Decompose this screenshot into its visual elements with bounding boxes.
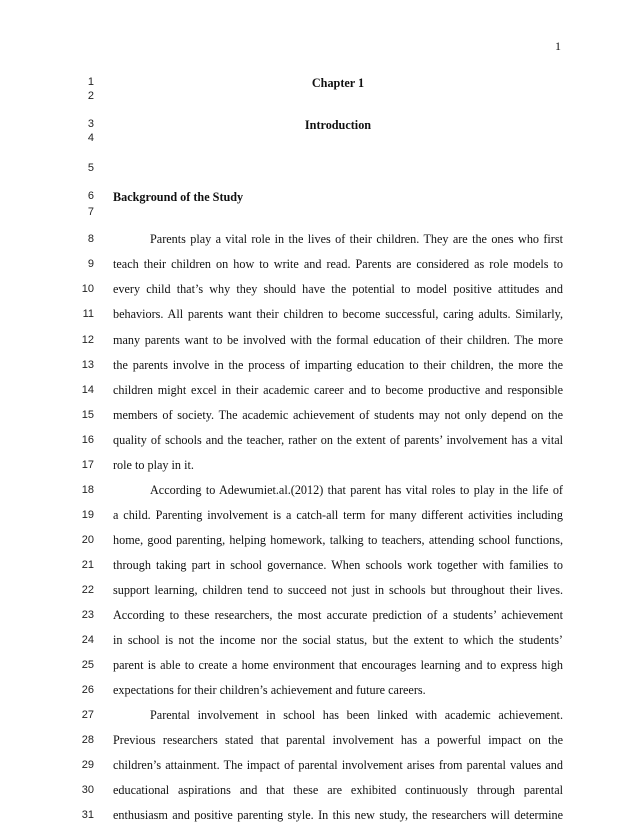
line-number: 3 <box>87 118 94 130</box>
line-number: 24 <box>81 634 94 646</box>
line-number: 25 <box>81 659 94 671</box>
line-number: 28 <box>81 734 94 746</box>
line-number: 7 <box>87 206 94 218</box>
line-number: 13 <box>81 359 94 371</box>
body-text-line: every child that’s why they should have the potential to model positive attitudes and <box>113 282 563 296</box>
body-text-line: support learning, children tend to succeed not just in schools but throughout their lives. <box>113 583 563 597</box>
body-text-line: the parents involve in the process of imparting education to their children, the more the <box>113 358 563 372</box>
line-number: 17 <box>81 459 94 471</box>
line-number: 2 <box>87 90 94 102</box>
body-text-line: According to Adewumiet.al.(2012) that parent has vital roles to play in the life of <box>150 483 563 497</box>
body-text-line: role to play in it. <box>113 458 194 472</box>
body-text-line: home, good parenting, helping homework, talking to teachers, attending school functions, <box>113 533 563 547</box>
section-heading: Background of the Study <box>113 190 244 204</box>
body-text-line: expectations for their children’s achievement and future careers. <box>113 683 426 697</box>
line-number: 4 <box>87 132 94 144</box>
body-text-line: Parents play a vital role in the lives of their children. They are the ones who first <box>150 232 563 246</box>
line-number: 20 <box>81 534 94 546</box>
line-number: 15 <box>81 409 94 421</box>
body-text-line: quality of schools and the teacher, rather on the extent of parents’ involvement has a vital <box>113 433 563 447</box>
line-number: 21 <box>81 559 94 571</box>
line-number: 30 <box>81 784 94 796</box>
body-text-line: enthusiasm and positive parenting style. In this new study, the researchers will determine <box>113 808 563 822</box>
chapter-subtitle: Introduction <box>304 118 372 132</box>
line-number: 8 <box>87 233 94 245</box>
body-text-line: Parental involvement in school has been linked with academic achievement. <box>150 708 563 722</box>
body-text-line: Previous researchers stated that parental involvement has a powerful impact on the <box>113 733 563 747</box>
body-text-line: behaviors. All parents want their children to become successful, caring adults. Similarly, <box>113 307 563 321</box>
body-text-line: children might excel in their academic career and to become productive and responsible <box>113 383 563 397</box>
line-number: 5 <box>87 162 94 174</box>
line-number: 11 <box>82 308 94 320</box>
line-number: 19 <box>81 509 94 521</box>
line-number: 23 <box>81 609 94 621</box>
line-number: 26 <box>81 684 94 696</box>
page-number: 1 <box>555 39 561 53</box>
body-text-line: many parents want to be involved with the formal education of their children. The more <box>113 333 563 347</box>
line-number: 27 <box>81 709 94 721</box>
body-text-line: in school is not the income nor the social status, but the extent to which the students’ <box>113 633 563 647</box>
line-number: 14 <box>81 384 94 396</box>
line-number: 18 <box>81 484 94 496</box>
line-number: 1 <box>87 76 94 88</box>
body-text-line: a child. Parenting involvement is a catch-all term for many different activities including <box>113 508 563 522</box>
line-number: 9 <box>87 258 94 270</box>
body-text-line: teach their children on how to write and read. Parents are considered as role models to <box>113 257 563 271</box>
line-number: 31 <box>81 809 94 821</box>
line-number: 10 <box>81 283 94 295</box>
body-text-line: educational aspirations and that these are exhibited continuously through parental <box>113 783 563 797</box>
line-number: 6 <box>87 190 94 202</box>
line-number: 12 <box>81 334 94 346</box>
body-text-line: According to these researchers, the most accurate prediction of a students’ achievement <box>113 608 563 622</box>
body-text-line: children’s attainment. The impact of parental involvement arises from parental values and <box>113 758 563 772</box>
line-number: 22 <box>81 584 94 596</box>
body-text-line: members of society. The academic achievement of students may not only depend on the <box>113 408 563 422</box>
line-number: 29 <box>81 759 94 771</box>
body-text-line: through taking part in school governance. When schools work together with families to <box>113 558 563 572</box>
body-text-line: parent is able to create a home environment that encourages learning and to express high <box>113 658 563 672</box>
chapter-title: Chapter 1 <box>311 76 365 90</box>
line-number: 16 <box>81 434 94 446</box>
